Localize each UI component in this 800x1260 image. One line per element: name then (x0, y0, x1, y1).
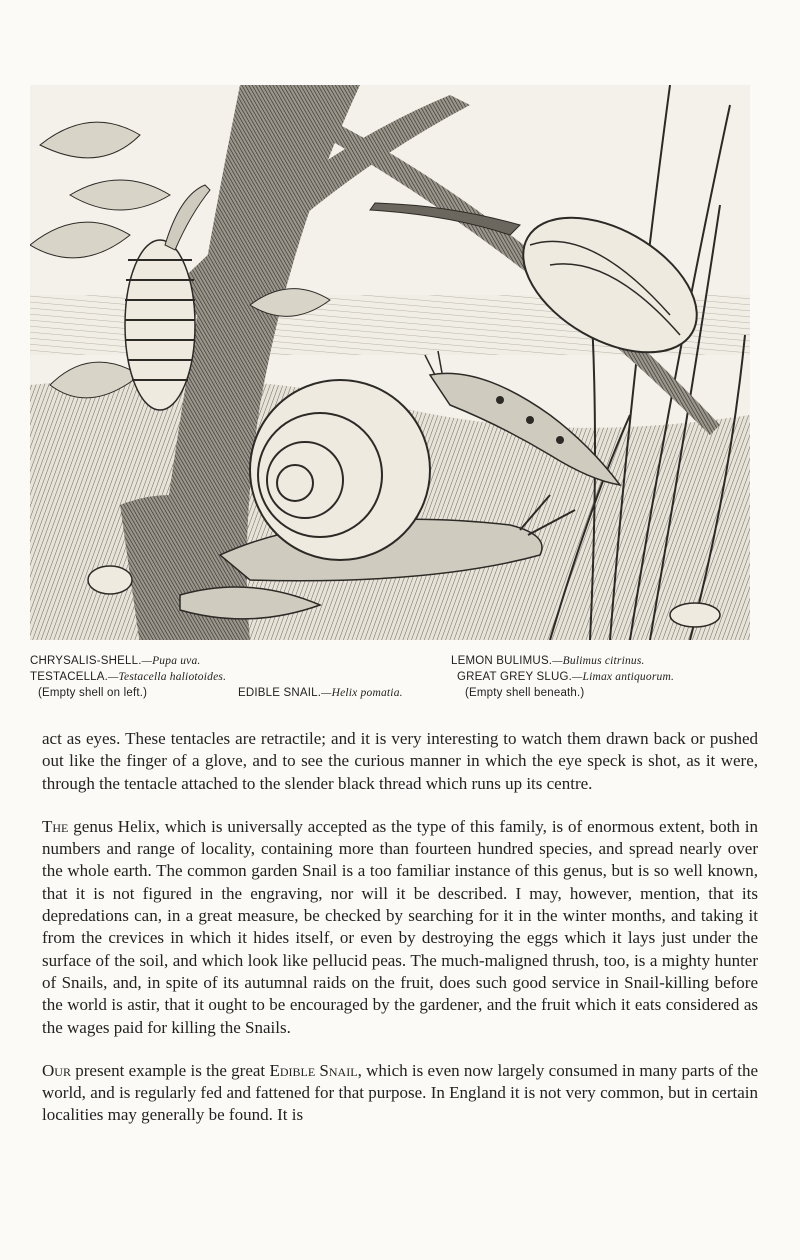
caption-label: CHRYSALIS-SHELL. (30, 655, 142, 667)
edible-snail-term: Edible Snail (269, 1060, 358, 1080)
paragraph-text: , which is even now largely consumed in many parts of the world, and is regularly fed and fattened for that purpose. In England it is not very common, but in certain localities may generally be found. It is (42, 1060, 759, 1125)
paragraph-text: present example is the great (70, 1060, 270, 1080)
caption-lemon-bulimus (451, 655, 645, 667)
paragraph-text: genus Helix, which is universally accepted as the type of this family, is of enormous extent, both in numbers and range of locality, containing more than fourteen hundred species, and spread nearly over the whole earth. The common garden Snail is a too familiar instance of this genus, but is so well known, that it is not figured in the engraving, nor will it be described. I may, however, mention, that its depredations can, in a great measure, be checked by searching for it in the winter months, and taking it from the crevices in which it hides itself, or even by destroying the eggs which it lays just under the surface of the soil, and which look like pellucid peas. The much-maligned thrush, too, is a mighty hunter of Snails, and, in spite of its autumnal raids on the fruit, does such good service in Snail-killing before the world is astir, that it ought to be encouraged by the gardener, and the fruit which it eats considered as the wages paid for killing the Snails. (42, 816, 758, 1037)
caption-label: EDIBLE SNAIL. (238, 687, 322, 699)
caption-species: —Bulimus citrinus. (552, 655, 645, 667)
caption-label: TESTACELLA. (30, 671, 109, 683)
caption-label: LEMON BULIMUS. (451, 655, 553, 667)
caption-empty-shell-beneath: (Empty shell beneath.) (465, 687, 585, 699)
snail-engraving (30, 85, 750, 640)
paragraph-3 (42, 1060, 758, 1127)
caption-empty-shell-left: (Empty shell on left.) (38, 687, 148, 699)
figure-captions (30, 655, 750, 715)
chrysalis-shell (125, 240, 195, 410)
paragraph-lead: The (42, 816, 69, 836)
caption-testacella (30, 671, 226, 683)
paragraph-lead: Our (42, 1060, 71, 1080)
caption-label: GREAT GREY SLUG. (457, 671, 573, 683)
empty-bulimus-shell (670, 603, 720, 627)
paragraph-1: act as eyes. These tentacles are retractile; and it is very interesting to watch them drawn back or pushed out like the finger of a glove, and to see the curious manner in which the eye speck is shot, as it were, through the tentacle attached to the slender black thread which runs up its centre. (42, 729, 758, 793)
caption-species: —Helix pomatia. (321, 687, 403, 699)
caption-species: —Pupa uva. (141, 655, 201, 667)
tree-stump (120, 495, 230, 640)
caption-great-grey-slug (457, 671, 674, 683)
caption-species: —Testacella haliotoides. (108, 671, 227, 683)
caption-chrysalis-shell (30, 655, 201, 667)
paragraph-2 (42, 816, 758, 1039)
caption-species: —Limax antiquorum. (572, 671, 675, 683)
body-text (42, 728, 758, 1148)
caption-edible-snail (238, 687, 403, 699)
empty-testacella-shell (88, 566, 132, 594)
